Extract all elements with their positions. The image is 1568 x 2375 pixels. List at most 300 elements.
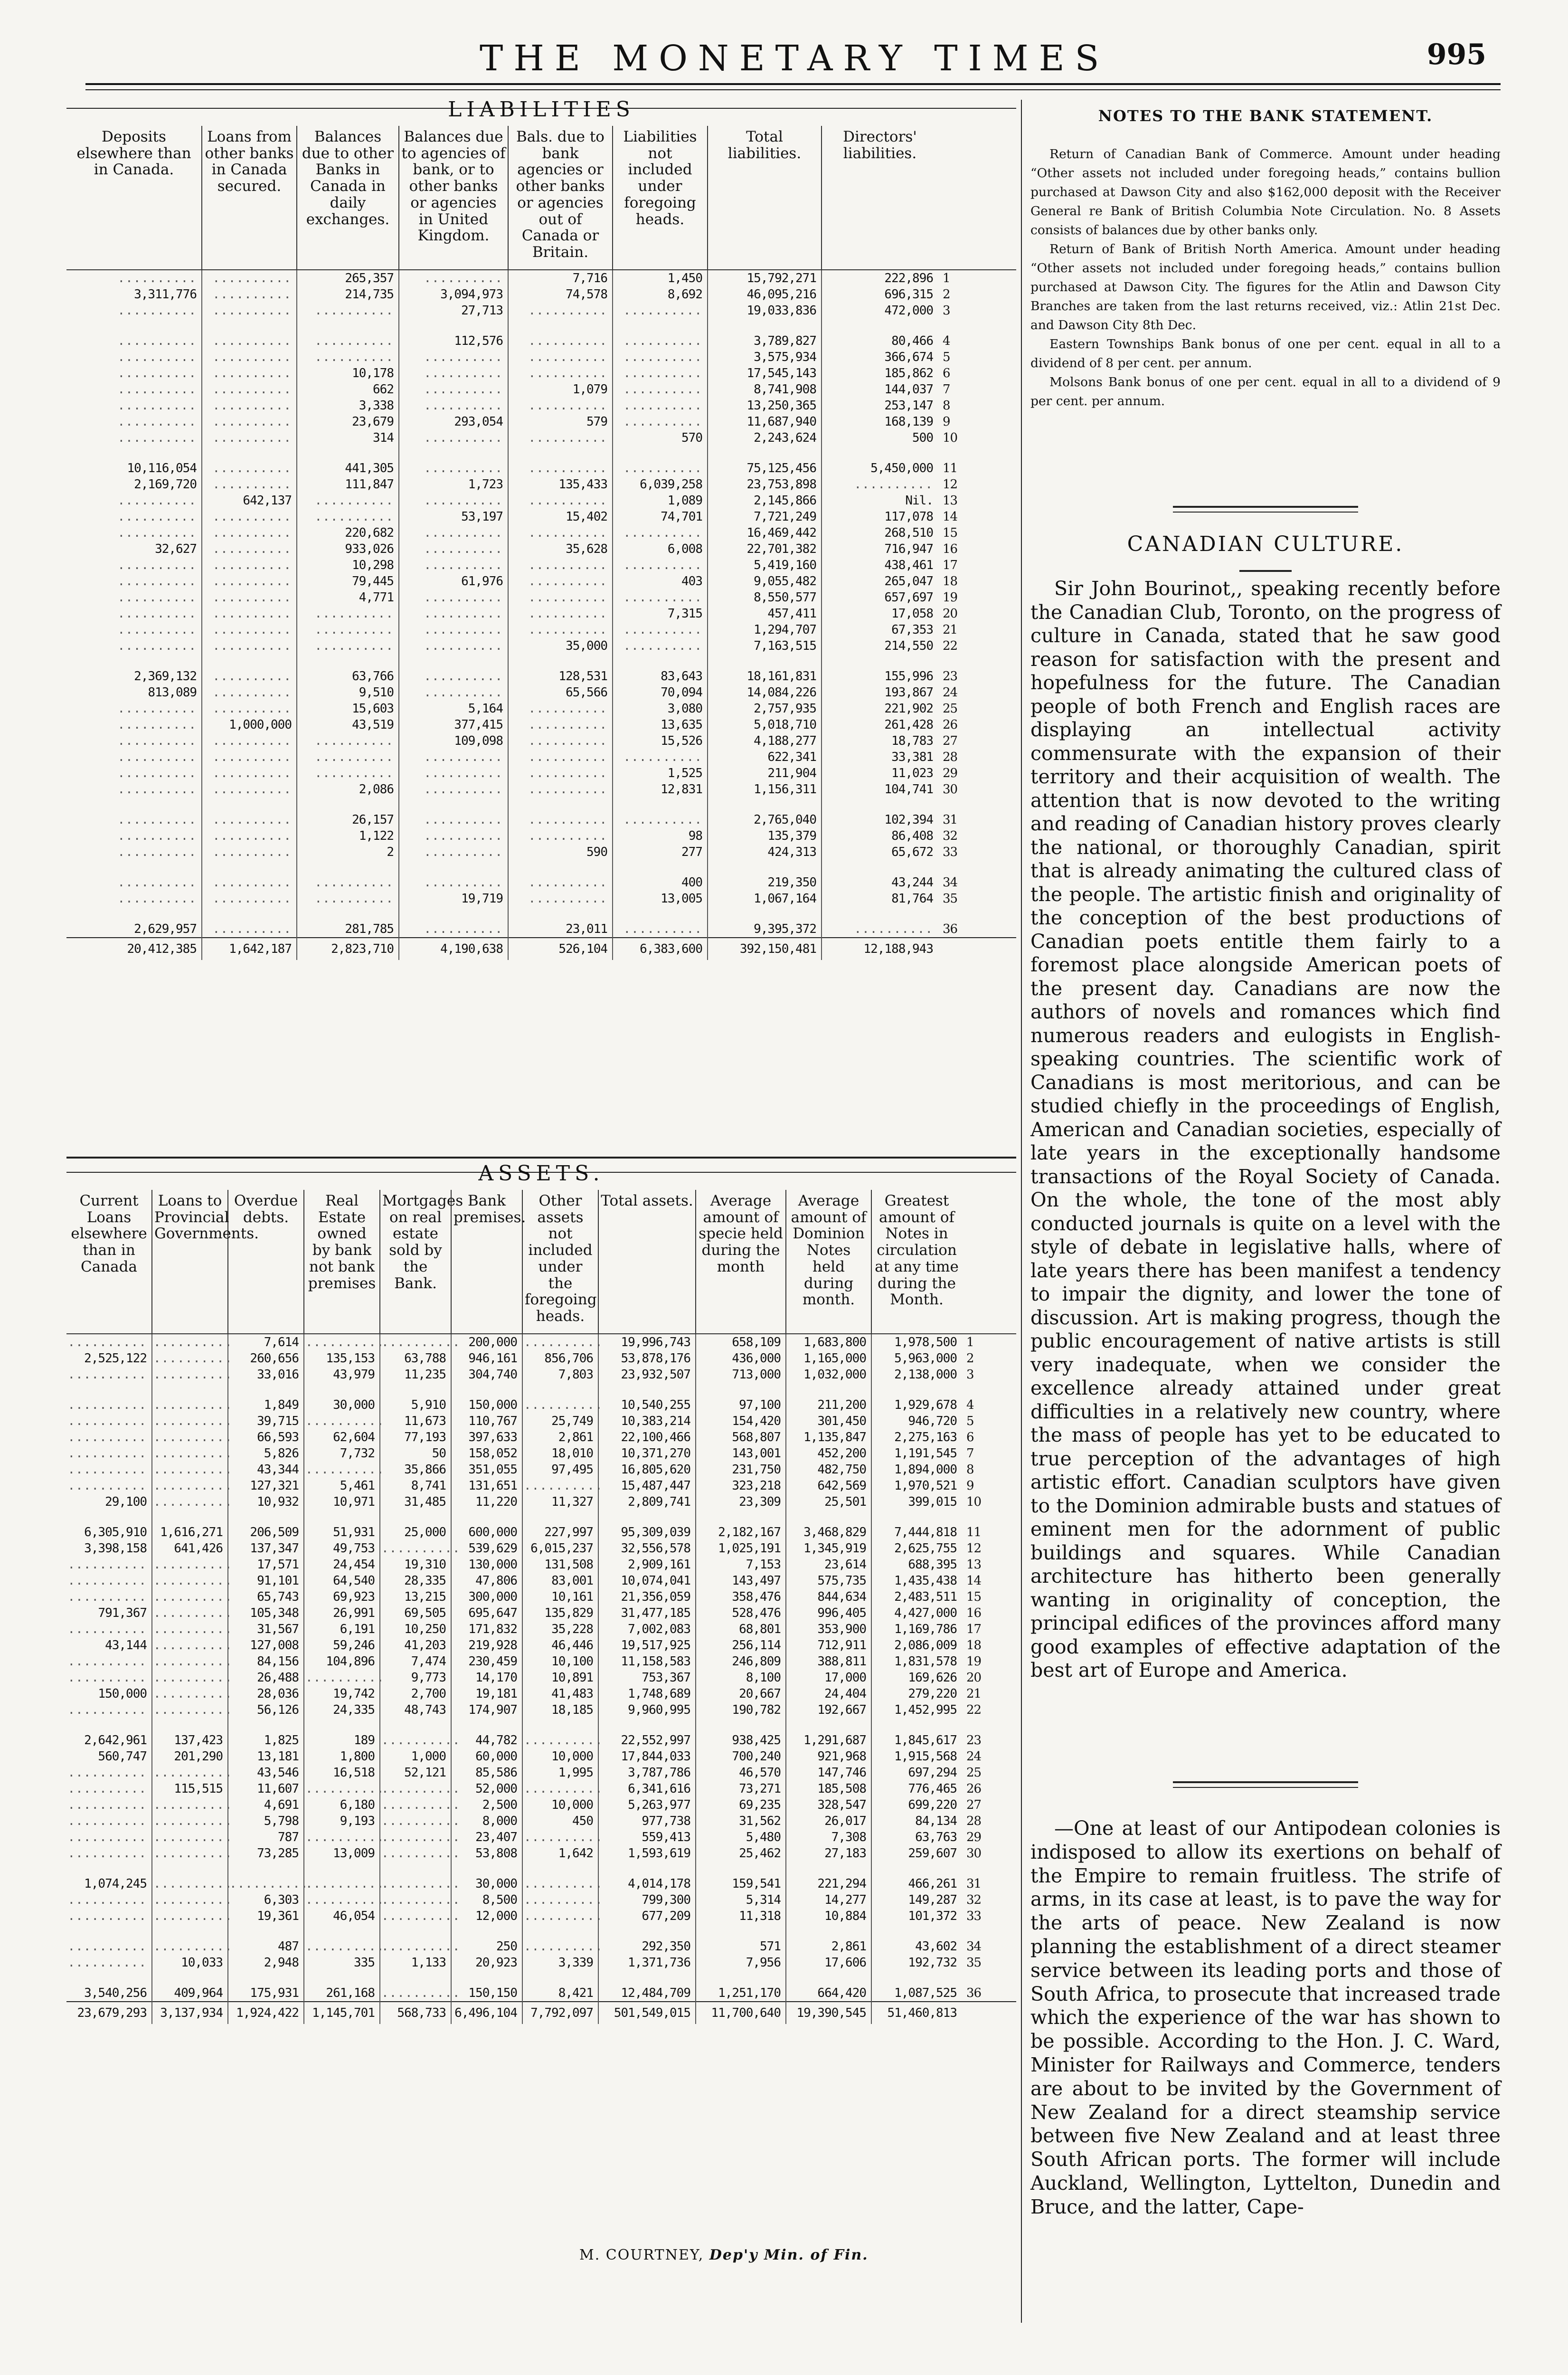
leader-dots: .......... xyxy=(117,845,197,859)
row-number: 6 xyxy=(943,366,950,380)
leader-dots: .......... xyxy=(117,622,197,637)
assets-cell: 43,144 xyxy=(105,1638,147,1653)
liabilities-cell: 11,687,940 xyxy=(708,414,822,430)
leader-dots: .......... xyxy=(152,1876,228,1892)
liabilities-cell: 4,188,277 xyxy=(708,733,822,749)
liabilities-cell: 293,054 xyxy=(399,414,508,430)
row-number: 1 xyxy=(943,271,950,285)
assets-cell: 10,161 xyxy=(522,1589,598,1605)
assets-cell: 46,446 xyxy=(522,1637,598,1653)
leader-dots: .......... xyxy=(399,638,508,654)
assets-cell: 19,181 xyxy=(451,1686,522,1702)
assets-cell: 466,261 xyxy=(871,1876,962,1892)
leader-dots: .......... xyxy=(399,749,508,765)
assets-cell: 53,808 xyxy=(451,1845,522,1862)
assets-cell: 4,691 xyxy=(228,1797,304,1813)
assets-row xyxy=(66,1765,1016,1781)
leader-dots: .......... xyxy=(399,828,508,844)
leader-dots: .......... xyxy=(202,365,297,381)
assets-cell: 7,002,083 xyxy=(598,1621,696,1637)
spacer-cell xyxy=(708,860,822,874)
assets-cell: 301,450 xyxy=(786,1413,871,1429)
spacer-cell xyxy=(228,1924,304,1938)
assets-cell: 677,209 xyxy=(598,1908,696,1924)
leader-dots: .......... xyxy=(380,1845,451,1862)
assets-cell: 259,607 xyxy=(871,1845,962,1862)
liabilities-cell: 17,545,143 xyxy=(708,365,822,381)
row-number: 25 xyxy=(966,1765,982,1780)
spacer-cell xyxy=(451,1383,522,1397)
spacer-cell xyxy=(304,1924,380,1938)
liabilities-cell: 7,163,515 xyxy=(708,638,822,654)
spacer-cell xyxy=(297,319,399,333)
liabilities-cell: 1,089 xyxy=(613,493,708,509)
assets-row xyxy=(66,1445,1016,1462)
spacer-cell xyxy=(696,1971,786,1985)
liabilities-cell: 7,721,249 xyxy=(708,509,822,525)
liabilities-cell: 657,697 xyxy=(822,589,938,606)
liabilities-cell: 813,089 xyxy=(148,685,197,700)
spacer-row xyxy=(66,1510,1016,1524)
leader-dots: .......... xyxy=(67,1765,147,1780)
spacer-cell xyxy=(297,907,399,921)
spacer-cell xyxy=(522,1971,598,1985)
liabilities-cell: 10,298 xyxy=(297,557,399,573)
leader-dots: .......... xyxy=(202,414,297,430)
leader-dots: .......... xyxy=(152,1413,228,1429)
row-number: 32 xyxy=(966,1892,982,1907)
assets-cell: 292,350 xyxy=(598,1938,696,1955)
liabilities-row xyxy=(66,349,1016,365)
liabilities-cell: 221,902 xyxy=(822,701,938,717)
leader-dots: .......... xyxy=(297,749,399,765)
spacer-cell xyxy=(871,1510,962,1524)
liabilities-row xyxy=(66,589,1016,606)
spacer-cell xyxy=(66,1510,152,1524)
leader-dots: .......... xyxy=(117,303,197,318)
leader-dots: .......... xyxy=(522,1829,598,1845)
leader-dots: .......... xyxy=(202,749,297,765)
masthead xyxy=(85,38,1501,90)
leader-dots: .......... xyxy=(508,701,613,717)
spacer-cell xyxy=(66,1862,152,1876)
spacer-cell xyxy=(380,1924,451,1938)
article-rule xyxy=(1173,506,1358,508)
spacer-cell xyxy=(202,654,297,668)
spacer-cell xyxy=(871,1971,962,1985)
spacer-cell xyxy=(938,907,1016,921)
header-real-estate: Real Estate owned by bank not bank premises xyxy=(304,1190,380,1334)
assets-cell: 8,000 xyxy=(451,1813,522,1829)
spacer-cell xyxy=(508,654,613,668)
assets-cell: 11,158,583 xyxy=(598,1653,696,1670)
spacer-cell xyxy=(304,1718,380,1732)
leader-dots: .......... xyxy=(522,1781,598,1797)
leader-dots: .......... xyxy=(117,414,197,429)
assets-cell: 1,251,170 xyxy=(696,1985,786,2002)
spacer-cell xyxy=(708,654,822,668)
assets-cell: 246,809 xyxy=(696,1653,786,1670)
assets-cell: 1,291,687 xyxy=(786,1732,871,1748)
assets-cell: 25,000 xyxy=(380,1524,451,1540)
assets-row xyxy=(66,1732,1016,1748)
leader-dots: .......... xyxy=(297,333,399,349)
liabilities-cell: 16,469,442 xyxy=(708,525,822,541)
liabilities-row xyxy=(66,303,1016,319)
spacer-cell xyxy=(508,798,613,812)
assets-cell: 261,168 xyxy=(304,1985,380,2002)
leader-dots: .......... xyxy=(152,1686,228,1702)
spacer-cell xyxy=(696,1924,786,1938)
assets-row xyxy=(66,1702,1016,1718)
liabilities-cell: 109,098 xyxy=(399,733,508,749)
leader-dots: .......... xyxy=(522,1478,598,1494)
spacer-cell xyxy=(696,1862,786,1876)
leader-dots: .......... xyxy=(613,622,708,638)
liabilities-cell: 1,156,311 xyxy=(708,781,822,798)
assets-total-cell: 23,679,293 xyxy=(66,2002,152,2024)
row-number: 13 xyxy=(966,1557,982,1572)
assets-cell: 776,465 xyxy=(871,1781,962,1797)
assets-cell: 4,014,178 xyxy=(598,1876,696,1892)
assets-cell: 130,000 xyxy=(451,1557,522,1573)
assets-cell: 174,907 xyxy=(451,1702,522,1718)
assets-total-cell: 1,145,701 xyxy=(304,2002,380,2024)
liabilities-cell: 7,716 xyxy=(508,270,613,286)
leader-dots: .......... xyxy=(152,1938,228,1955)
assets-cell: 328,547 xyxy=(786,1797,871,1813)
assets-row xyxy=(66,1892,1016,1908)
row-number xyxy=(938,938,1016,960)
assets-cell: 7,153 xyxy=(696,1557,786,1573)
spacer-cell xyxy=(938,798,1016,812)
leader-dots: .......... xyxy=(67,1670,147,1685)
leader-dots: .......... xyxy=(152,1829,228,1845)
row-number: 14 xyxy=(966,1573,982,1588)
leader-dots: .......... xyxy=(508,874,613,891)
spacer-cell xyxy=(786,1862,871,1876)
assets-cell: 9,193 xyxy=(304,1813,380,1829)
assets-cell: 1,345,919 xyxy=(786,1540,871,1557)
assets-cell: 63,763 xyxy=(871,1829,962,1845)
assets-cell: 575,735 xyxy=(786,1573,871,1589)
spacer-cell xyxy=(202,319,297,333)
leader-dots: .......... xyxy=(152,1670,228,1686)
liabilities-cell: 579 xyxy=(508,414,613,430)
signature xyxy=(579,2247,869,2263)
leader-dots: .......... xyxy=(613,365,708,381)
masthead-rule-thin xyxy=(85,89,1501,90)
leader-dots: .......... xyxy=(380,1829,451,1845)
assets-cell: 31,567 xyxy=(228,1621,304,1637)
assets-cell: 921,968 xyxy=(786,1748,871,1765)
liabilities-cell: 500 xyxy=(822,430,938,446)
leader-dots: .......... xyxy=(508,828,613,844)
assets-cell: 844,634 xyxy=(786,1589,871,1605)
liabilities-cell: 472,000 xyxy=(822,303,938,319)
spacer-cell xyxy=(786,1971,871,1985)
notes-body xyxy=(1030,145,1501,411)
assets-cell: 2,138,000 xyxy=(871,1367,962,1383)
assets-cell: 1,165,000 xyxy=(786,1350,871,1367)
liabilities-row xyxy=(66,381,1016,398)
assets-cell: 1,452,995 xyxy=(871,1702,962,1718)
assets-cell: 10,100 xyxy=(522,1653,598,1670)
assets-cell: 3,540,256 xyxy=(84,1986,147,2000)
leader-dots: .......... xyxy=(202,828,297,844)
liabilities-row xyxy=(66,365,1016,381)
liabilities-cell: 111,847 xyxy=(297,476,399,493)
header-greatest-notes: Greatest amount of Notes in circulation at any time during the Month. xyxy=(871,1190,962,1334)
assets-cell: 18,010 xyxy=(522,1445,598,1462)
liabilities-row xyxy=(66,430,1016,446)
page-number: 995 xyxy=(1426,38,1486,71)
spacer-cell xyxy=(708,319,822,333)
leader-dots: .......... xyxy=(380,1813,451,1829)
assets-cell: 15,487,447 xyxy=(598,1478,696,1494)
row-number: 24 xyxy=(966,1749,982,1764)
assets-cell: 135,153 xyxy=(304,1350,380,1367)
leader-dots: .......... xyxy=(117,750,197,764)
article-rule-thin xyxy=(1173,512,1358,513)
assets-cell: 1,000 xyxy=(380,1748,451,1765)
assets-cell: 150,000 xyxy=(98,1686,147,1701)
assets-cell: 11,220 xyxy=(451,1494,522,1510)
assets-cell: 2,700 xyxy=(380,1686,451,1702)
assets-cell: 63,788 xyxy=(380,1350,451,1367)
leader-dots: .......... xyxy=(202,573,297,589)
header-dominion-notes: Average amount of Dominion Notes held during month. xyxy=(786,1190,871,1334)
assets-cell: 46,054 xyxy=(304,1908,380,1924)
leader-dots: .......... xyxy=(399,589,508,606)
spacer-cell xyxy=(696,1510,786,1524)
leader-dots: .......... xyxy=(67,1702,147,1717)
spacer-cell xyxy=(786,1383,871,1397)
assets-cell: 1,849 xyxy=(228,1397,304,1413)
new-zealand-article xyxy=(1030,1817,1501,2219)
leader-dots: .......... xyxy=(304,1876,380,1892)
assets-cell: 10,383,214 xyxy=(598,1413,696,1429)
assets-cell: 2,525,122 xyxy=(84,1351,147,1366)
assets-row xyxy=(66,1829,1016,1845)
row-number: 20 xyxy=(943,606,958,621)
liabilities-cell: 74,701 xyxy=(613,509,708,525)
leader-dots: .......... xyxy=(202,589,297,606)
liabilities-cell: 590 xyxy=(508,844,613,860)
assets-row xyxy=(66,1621,1016,1637)
assets-cell: 799,300 xyxy=(598,1892,696,1908)
assets-cell: 10,884 xyxy=(786,1908,871,1924)
assets-cell: 27,183 xyxy=(786,1845,871,1862)
row-number: 18 xyxy=(966,1638,982,1653)
leader-dots: .......... xyxy=(297,493,399,509)
assets-cell: 227,997 xyxy=(522,1524,598,1540)
assets-row xyxy=(66,1813,1016,1829)
leader-dots: .......... xyxy=(152,1702,228,1718)
assets-cell: 1,135,847 xyxy=(786,1429,871,1445)
leader-dots: .......... xyxy=(380,1781,451,1797)
assets-row xyxy=(66,1781,1016,1797)
assets-cell: 10,371,270 xyxy=(598,1445,696,1462)
liabilities-cell: 261,428 xyxy=(822,717,938,733)
assets-cell: 65,743 xyxy=(228,1589,304,1605)
assets-cell: 26,991 xyxy=(304,1605,380,1621)
leader-dots: .......... xyxy=(399,668,508,684)
leader-dots: .......... xyxy=(380,1908,451,1924)
leader-dots: .......... xyxy=(304,1938,380,1955)
assets-cell: 358,476 xyxy=(696,1589,786,1605)
assets-cell: 1,915,568 xyxy=(871,1748,962,1765)
assets-cell: 791,367 xyxy=(98,1606,147,1620)
header-other-assets: Other assets not included under the foregoing heads. xyxy=(522,1190,598,1334)
leader-dots: .......... xyxy=(297,765,399,781)
row-number: 2 xyxy=(943,287,950,302)
liabilities-row xyxy=(66,812,1016,828)
leader-dots: .......... xyxy=(152,1429,228,1445)
assets-cell: 753,367 xyxy=(598,1670,696,1686)
leader-dots: .......... xyxy=(508,781,613,798)
assets-cell: 9,960,995 xyxy=(598,1702,696,1718)
leader-dots: .......... xyxy=(399,541,508,557)
row-number: 33 xyxy=(943,845,958,859)
assets-cell: 11,318 xyxy=(696,1908,786,1924)
assets-row xyxy=(66,1478,1016,1494)
liabilities-cell: 2,169,720 xyxy=(134,477,197,492)
assets-cell: 127,008 xyxy=(228,1637,304,1653)
leader-dots: .......... xyxy=(399,684,508,701)
spacer-cell xyxy=(822,907,938,921)
leader-dots: .......... xyxy=(202,606,297,622)
liabilities-cell: 377,415 xyxy=(399,717,508,733)
liabilities-total-cell: 6,383,600 xyxy=(613,938,708,960)
leader-dots: .......... xyxy=(152,1637,228,1653)
liabilities-cell: 1,723 xyxy=(399,476,508,493)
leader-dots: .......... xyxy=(117,828,197,843)
assets-cell: 19,996,743 xyxy=(598,1334,696,1350)
assets-cell: 664,420 xyxy=(786,1985,871,2002)
spacer-cell xyxy=(66,907,202,921)
header-directors-liabilities: Directors' liabilities. xyxy=(822,126,938,270)
row-number: 11 xyxy=(966,1525,982,1539)
assets-cell: 16,518 xyxy=(304,1765,380,1781)
assets-cell: 946,161 xyxy=(451,1350,522,1367)
assets-cell: 4,427,000 xyxy=(871,1605,962,1621)
liabilities-cell: 1,079 xyxy=(508,381,613,398)
leader-dots: .......... xyxy=(508,606,613,622)
assets-cell: 21,356,059 xyxy=(598,1589,696,1605)
leader-dots: .......... xyxy=(67,1397,147,1412)
liabilities-row xyxy=(66,460,1016,476)
leader-dots: .......... xyxy=(508,749,613,765)
leader-dots: .......... xyxy=(152,1908,228,1924)
assets-row xyxy=(66,1589,1016,1605)
assets-cell: 62,604 xyxy=(304,1429,380,1445)
assets-cell: 5,461 xyxy=(304,1478,380,1494)
assets-cell: 219,928 xyxy=(451,1637,522,1653)
assets-cell: 2,483,511 xyxy=(871,1589,962,1605)
liabilities-cell: 9,395,372 xyxy=(708,921,822,938)
liabilities-row xyxy=(66,638,1016,654)
liabilities-row xyxy=(66,668,1016,684)
assets-cell: 20,923 xyxy=(451,1955,522,1971)
spacer-cell xyxy=(822,446,938,460)
row-number: 23 xyxy=(966,1733,982,1748)
spacer-cell xyxy=(938,654,1016,668)
row-number: 31 xyxy=(943,812,958,827)
assets-row xyxy=(66,1462,1016,1478)
liabilities-cell: 933,026 xyxy=(297,541,399,557)
leader-dots: .......... xyxy=(399,874,508,891)
row-number: 30 xyxy=(943,782,958,797)
liabilities-cell: 3,789,827 xyxy=(708,333,822,349)
assets-cell: 29,100 xyxy=(105,1494,147,1509)
liabilities-cell: 135,379 xyxy=(708,828,822,844)
assets-cell: 135,829 xyxy=(522,1605,598,1621)
assets-row xyxy=(66,1637,1016,1653)
leader-dots: .......... xyxy=(508,573,613,589)
liabilities-cell: 211,904 xyxy=(708,765,822,781)
leader-dots: .......... xyxy=(508,589,613,606)
liabilities-cell: 6,039,258 xyxy=(613,476,708,493)
assets-cell: 10,891 xyxy=(522,1670,598,1686)
header-deposits-elsewhere: Deposits elsewhere than in Canada. xyxy=(66,126,202,270)
liabilities-cell: 219,350 xyxy=(708,874,822,891)
assets-cell: 8,421 xyxy=(522,1985,598,2002)
header-balances-canada: Balances due to other Banks in Canada in daily exchanges. xyxy=(297,126,399,270)
leader-dots: .......... xyxy=(67,1478,147,1493)
assets-cell: 127,321 xyxy=(228,1478,304,1494)
assets-cell: 24,454 xyxy=(304,1557,380,1573)
spacer-cell xyxy=(399,446,508,460)
assets-cell: 13,009 xyxy=(304,1845,380,1862)
liabilities-cell: 642,137 xyxy=(202,493,297,509)
row-number: 30 xyxy=(966,1846,982,1861)
leader-dots: .......... xyxy=(152,1765,228,1781)
leader-dots: .......... xyxy=(117,350,197,364)
assets-cell: 49,753 xyxy=(304,1540,380,1557)
leader-dots: .......... xyxy=(202,476,297,493)
assets-cell: 17,606 xyxy=(786,1955,871,1971)
spacer-cell xyxy=(708,798,822,812)
leader-dots: .......... xyxy=(202,781,297,798)
liabilities-cell: 18,161,831 xyxy=(708,668,822,684)
assets-cell: 169,626 xyxy=(871,1670,962,1686)
leader-dots: .......... xyxy=(152,1557,228,1573)
row-number: 19 xyxy=(966,1654,982,1669)
leader-dots: .......... xyxy=(152,1797,228,1813)
assets-table xyxy=(66,1190,1016,2024)
assets-cell: 977,738 xyxy=(598,1813,696,1829)
liabilities-cell: 19,033,836 xyxy=(708,303,822,319)
assets-row xyxy=(66,1686,1016,1702)
notes-paragraph: Return of Canadian Bank of Commerce. Amount under heading “Other assets not included under foregoing heads,” contains bullion purchased at Dawson City and also $162,000 deposit with the Receiver General re Bank of British Columbia Note Circulation. No. 8 Assets consists of balances due by other banks only. xyxy=(1030,147,1501,238)
leader-dots: .......... xyxy=(67,1846,147,1861)
liabilities-cell: 43,244 xyxy=(822,874,938,891)
assets-cell: 189 xyxy=(304,1732,380,1748)
spacer-row xyxy=(66,446,1016,460)
leader-dots: .......... xyxy=(117,606,197,621)
liabilities-cell: 98 xyxy=(613,828,708,844)
spacer-cell xyxy=(613,907,708,921)
spacer-cell xyxy=(508,907,613,921)
assets-cell: 700,240 xyxy=(696,1748,786,1765)
assets-cell: 482,750 xyxy=(786,1462,871,1478)
leader-dots: .......... xyxy=(297,509,399,525)
row-number: 11 xyxy=(943,461,958,475)
liabilities-body xyxy=(66,270,1016,960)
spacer-cell xyxy=(962,1924,1016,1938)
assets-cell: 695,647 xyxy=(451,1605,522,1621)
